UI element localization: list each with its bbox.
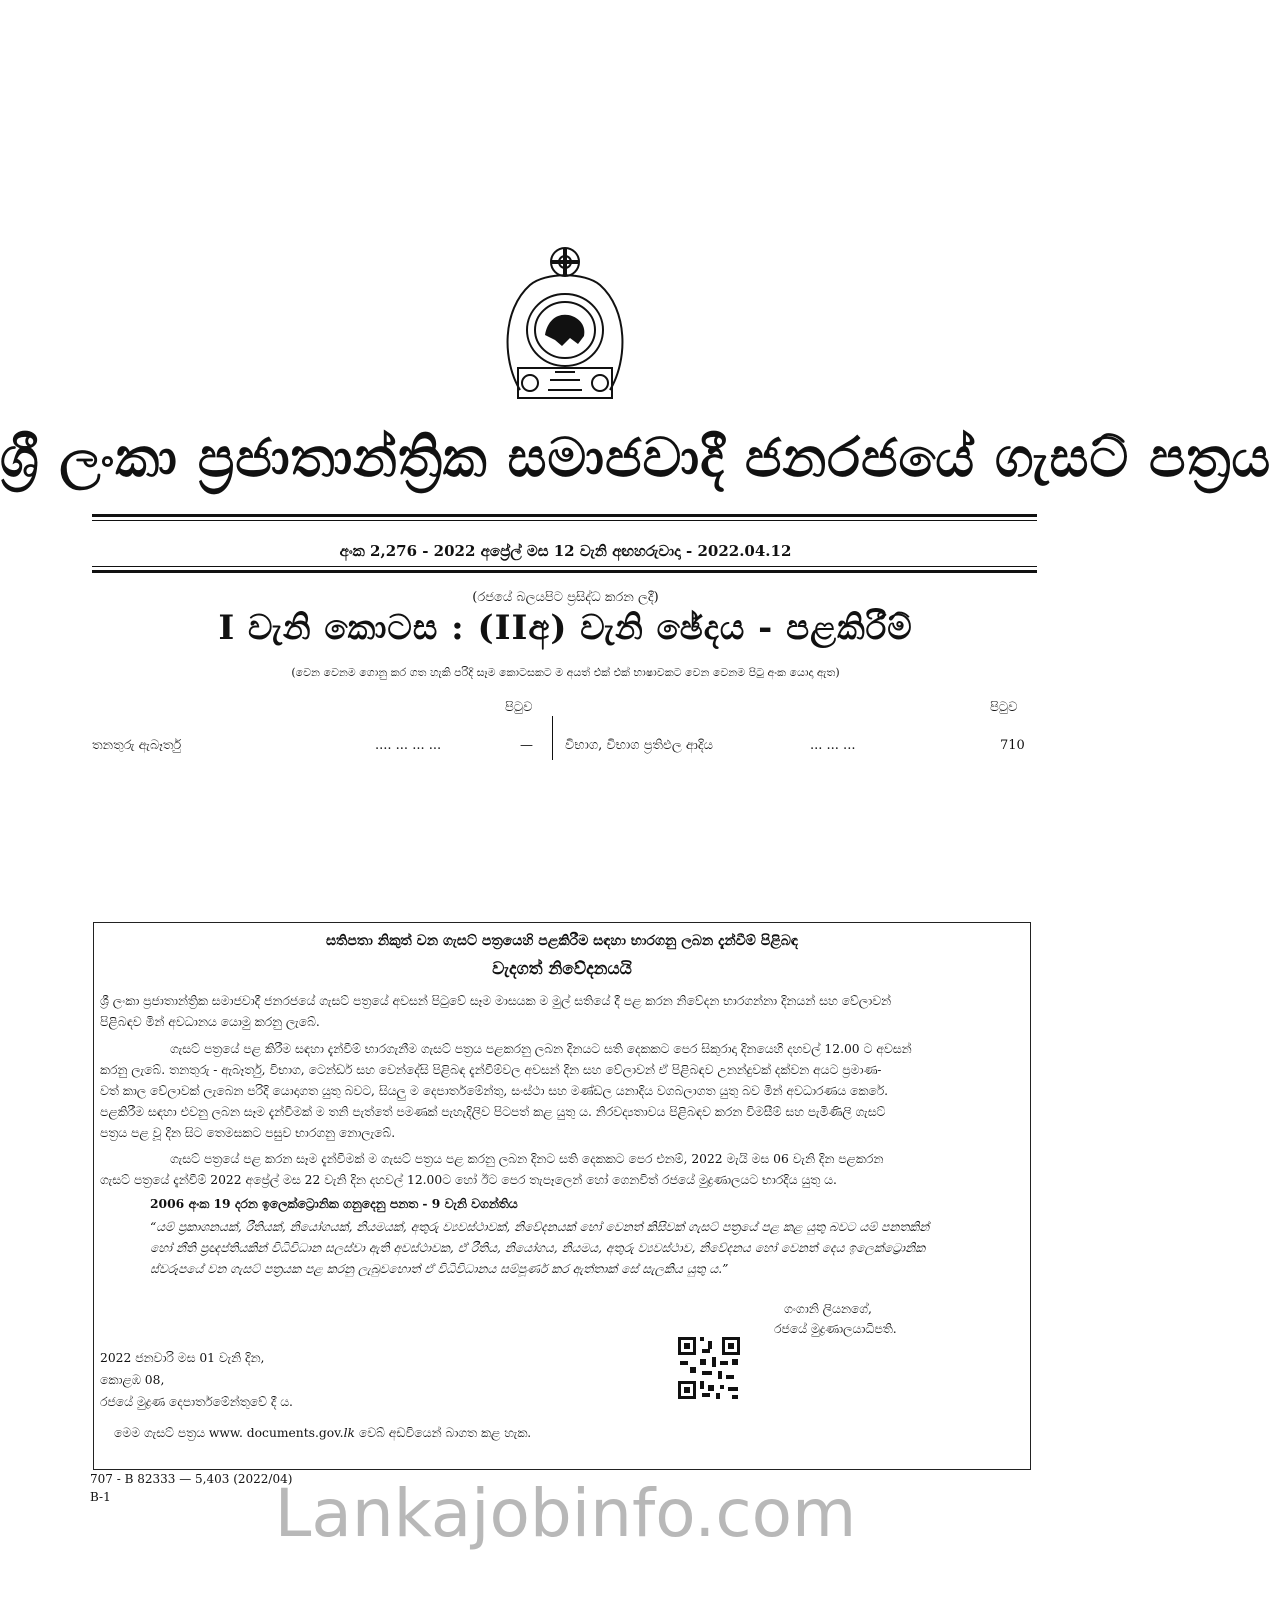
website-line: මෙම ගැසට් පත්‍රය www. documents.gov.lk වෙබ් අඩවියෙන් බාගත කළ හැක. bbox=[114, 1426, 532, 1440]
toc-divider bbox=[552, 716, 553, 760]
notice-heading: සතිපතා නිකුත් වන ගැසට් පත්‍රයෙහි පළකිරීම සඳහා භාරගනු ලබන දැන්වීම් පිළිබඳ bbox=[325, 933, 799, 949]
page-header-right: පිටුව bbox=[990, 700, 1018, 715]
title-rule bbox=[92, 514, 1037, 517]
toc-right-page: 710 bbox=[1000, 738, 1025, 753]
issue-rule-thin bbox=[92, 566, 1037, 567]
issued-block: 2022 ජනවාරි මස 01 වැනි දින, කොළඹ 08, රජයේ මුද්‍රණ දෙපාර්තමේන්තුවේ දී ය. bbox=[100, 1351, 293, 1409]
signatory-title: රජයේ මුද්‍රණාලයාධිපති. bbox=[774, 1322, 897, 1336]
notice-box bbox=[93, 922, 1031, 1470]
notice-para-3: ගැසට් පත්‍රයේ පළ කරන සෑම දැන්වීමක් ම ගැසට් පත්‍රය පළ කරනු ලබන දිනට සති දෙකකට පෙර එනම්, 2022 මැයි මස 06 වැනි දින පළකරන ගැසට් පත්‍රයේ දැන්වීම් 2022 අප්‍රේල් මස 22 වැනි දින දහවල් 12.00ට හෝ ඊට පෙර තැපෑලෙන් හෝ ගෙනවිත් රජයේ මුද්‍රණාලයට භාරදිය යුතු ය. bbox=[100, 1152, 884, 1187]
toc-left-dots: .... ... ... ... bbox=[375, 738, 442, 753]
authority-line: (රජයේ බලයපිට ප්‍රසිද්ධ කරන ලදී) bbox=[472, 590, 659, 605]
issue-rule bbox=[92, 570, 1037, 573]
issue-line: අංක 2,276 - 2022 අප්‍රේල් මස 12 වැනි අඟහරුවාදා - 2022.04.12 bbox=[339, 542, 792, 560]
toc-right-dots: ... ... ... bbox=[810, 738, 856, 753]
page-reference: B-1 bbox=[90, 1490, 111, 1504]
act-quote: “යම් ප්‍රකාශනයක්, රීතියක්, නියෝගයක්, නියමයක්, අතුරු ව්‍යවස්ථාවක්, නිවේදනයක් හෝ වෙනත් කිසිවක් ගැසට් පත්‍රයේ පළ කළ යුතු බවට යම් පනතකින් හෝ නීති ප්‍රඥප්තියකින් විධිවිධාන සලස්වා ඇති අවස්ථාවක, ඒ රීතිය, නියෝගය, නියමය, අතුරු ව්‍යවස්ථාව, නිවේදනය හෝ වෙනත් දෙය ඉලෙක්ට්‍රොනික ස්වරූපයේ වන ගැසට් පත්‍රයක පළ කරනු ලැබුවහොත් ඒ විධිවිධානය සම්පූර්ණ කර ඇත්තාක් සේ සැලකිය යුතු ය.” bbox=[150, 1220, 930, 1276]
act-heading: 2006 අංක 19 දරන ඉලෙක්ට්‍රොනික ගනුදෙනු පනත - 9 වැනි වගන්තිය bbox=[150, 1196, 518, 1211]
qr-code-icon bbox=[676, 1335, 742, 1401]
gazette-title: ශ්‍රී ලංකා ප්‍රජාතාන්ත්‍රික සමාජවාදී ජනරජයේ ගැසට් පත්‍රය bbox=[0, 425, 1271, 489]
title-rule-thin bbox=[92, 520, 1037, 521]
notice-para-2: ගැසට් පත්‍රයේ පළ කිරීම සඳහා දැන්වීම් භාරගැනීම ගැසට් පත්‍රය පළකරනු ලබන දිනයට සති දෙකකට පෙර සිකුරාදා දිනයෙහි දහවල් 12.00 ට අවසන් කරනු ලැබේ. තනතුරු - ඇබෑර්තු, විභාග, ටෙන්ඩර් සහ වෙන්දේසි පිළිබඳ දැන්වීම්වල අවසන් දින සහ වේලාවන් ඒ පිළිබඳව උනන්දුවක් දක්වන අයට ප්‍රමාණ- වත් කාල වේලාවක් ලැබෙන පරිදි යොදාගත යුතු බවට, සියලු ම දෙපාර්තමේන්තු, සංස්ථා සහ මණ්ඩල යනාදිය වගබලාගත යුතු බව මින් අවධාරණය කෙරේ. පළකිරීම සඳහා එවනු ලබන සෑම දැන්වීමක් ම තනි පැත්තේ පමණක් පැහැදිලිව පිටපත් කළ යුතු ය. නිරවද්‍යතාවය පිළිබඳව කරන විමසීම් සහ පැමිණිලි ගැසට් පත්‍රය පළ වූ දින සිට තෙමසකට පසුව භාරගනු නොලැබේ. bbox=[100, 1042, 912, 1140]
watermark: Lankajobinfo.com bbox=[274, 1475, 857, 1552]
page-header-left: පිටුව bbox=[505, 700, 533, 715]
signatory-name: ගංගානි ලියනගේ, bbox=[784, 1302, 872, 1316]
part-heading: I වැනි කොටස : (IIඅ) වැනි ඡේදය - පළකිරීම් bbox=[218, 608, 913, 648]
toc-left-page: — bbox=[520, 738, 533, 753]
notice-subheading: වැදගත් නිවේදනයයි bbox=[492, 959, 632, 979]
toc-right-label: විභාග, විභාග ප්‍රතිඵල ආදිය bbox=[565, 738, 714, 753]
pagination-note: (වෙන වෙනම ගොනු කර ගත හැකි පරිදි සෑම කොටසකට ම අයත් එක් එක් භාෂාවකට වෙන වෙනම පිටු අංක යොදා ඇත) bbox=[291, 666, 840, 679]
print-code: 707 - B 82333 — 5,403 (2022/04) bbox=[90, 1472, 293, 1486]
state-emblem bbox=[500, 240, 630, 410]
notice-para-1: ශ්‍රී ලංකා ප්‍රජාතාන්ත්‍රික සමාජවාදී ජනරජයේ ගැසට් පත්‍රයේ අවසන් පිටුවේ සෑම මාසයක ම මුල් සතියේ දී පළ කරන නිවේදන භාරගන්නා දිනයන් සහ වේලාවන් පිළිබඳව මින් අවධානය යොමු කරනු ලැබේ. bbox=[100, 994, 892, 1029]
toc-left-label: තනතුරු ඇබෑර්තු bbox=[92, 738, 182, 753]
